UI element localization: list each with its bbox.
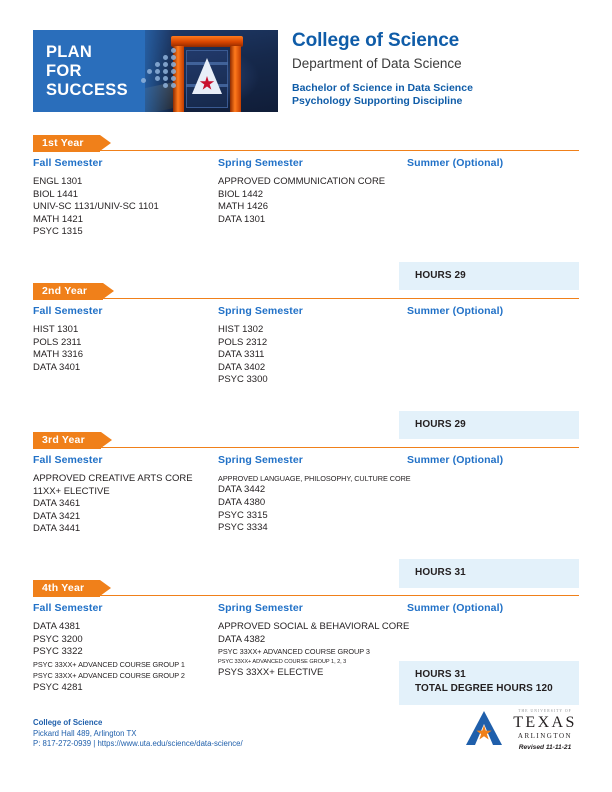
hours-summary-box (399, 411, 579, 439)
semester-column-fall (33, 305, 218, 374)
course-entry: DATA 1301 (218, 213, 266, 225)
hours-summary-box (399, 661, 579, 705)
course-entry: DATA 3401 (33, 361, 81, 373)
year-divider (33, 595, 579, 596)
hours-summary-box (399, 559, 579, 588)
banner-blue-panel (33, 30, 145, 112)
uta-texas-line: TEXAS (513, 714, 577, 731)
year-tab-label: 2nd Year (33, 283, 103, 300)
banner-title-line3: SUCCESS (46, 81, 128, 99)
semester-column-summer (407, 454, 579, 473)
arch-column-right (230, 46, 241, 112)
year-tab-label: 4th Year (33, 580, 100, 597)
semester-heading: Summer (Optional) (407, 157, 504, 169)
semester-column-fall (33, 454, 218, 536)
semester-heading: Summer (Optional) (407, 602, 504, 614)
semester-heading: Spring Semester (218, 305, 303, 317)
semester-heading: Fall Semester (33, 157, 103, 169)
year-divider (33, 298, 579, 299)
uta-logo (466, 708, 579, 758)
course-entry: MATH 1421 (33, 213, 83, 225)
course-entry: DATA 3402 (218, 361, 266, 373)
course-entry: PSYC 33XX+ ADVANCED COURSE GROUP 3 (218, 647, 370, 657)
course-entry: DATA 3461 (33, 498, 81, 510)
course-entry: DATA 3421 (33, 510, 81, 522)
course-entry: PSYC 4281 (33, 681, 83, 693)
course-entry: DATA 3441 (33, 523, 81, 535)
degree-line-1: Bachelor of Science in Data Science (292, 82, 473, 94)
year-divider (33, 447, 579, 448)
semester-column-spring (218, 602, 408, 680)
course-entry: APPROVED SOCIAL & BEHAVIORAL CORE (218, 621, 410, 632)
banner-title-line1: PLAN (46, 43, 93, 61)
course-entry: APPROVED COMMUNICATION CORE (218, 176, 386, 187)
hours-line: TOTAL DEGREE HOURS 120 (415, 683, 553, 694)
course-entry: DATA 4381 (33, 621, 81, 632)
semester-heading: Summer (Optional) (407, 454, 504, 466)
year-divider (33, 150, 579, 151)
uta-wordmark (510, 708, 580, 741)
hours-line: HOURS 31 (415, 567, 466, 578)
course-entry: PSYC 33XX+ ADVANCED COURSE GROUP 2 (33, 671, 185, 681)
course-entry: HIST 1301 (33, 324, 79, 335)
semester-column-spring (218, 305, 408, 387)
footer-phone-and-url[interactable]: P: 817-272-0939 | https://www.uta.edu/science/data-science/ (33, 739, 243, 749)
revised-date: Revised 11-11-21 (518, 744, 572, 751)
course-entry: PSYC 3315 (218, 509, 268, 521)
header-titles (292, 30, 582, 108)
degree-line-2: Psychology Supporting Discipline (292, 95, 463, 107)
course-entry: POLS 2312 (218, 336, 268, 348)
course-entry: DATA 4382 (218, 633, 266, 645)
semester-column-fall (33, 602, 218, 694)
semester-heading: Summer (Optional) (407, 305, 504, 317)
semester-heading: Spring Semester (218, 602, 303, 614)
hours-line: HOURS 29 (415, 419, 466, 430)
semester-column-fall (33, 157, 218, 239)
course-entry: ENGL 1301 (33, 176, 83, 187)
course-entry: APPROVED LANGUAGE, PHILOSOPHY, CULTURE CORE (218, 474, 411, 483)
course-entry: PSYC 3334 (218, 522, 268, 534)
course-entry: MATH 3316 (33, 349, 83, 361)
semester-heading: Spring Semester (218, 157, 303, 169)
course-entry: UNIV-SC 1131/UNIV-SC 1101 (33, 201, 159, 213)
footer-college-name: College of Science (33, 718, 103, 727)
course-entry: MATH 1426 (218, 201, 268, 213)
hours-line: HOURS 31 (415, 669, 466, 680)
semester-column-summer (407, 602, 579, 621)
semester-column-summer (407, 305, 579, 324)
course-entry: DATA 3442 (218, 484, 266, 496)
plan-for-success-banner (33, 30, 278, 112)
banner-title (46, 43, 128, 100)
year-section (33, 133, 579, 238)
uta-a-mark-icon (466, 711, 502, 745)
course-entry: PSYC 1315 (33, 226, 83, 238)
course-entry: HIST 1302 (218, 324, 264, 335)
course-entry: BIOL 1441 (33, 188, 79, 200)
course-entry: PSYC 3300 (218, 374, 268, 386)
course-entry: DATA 4380 (218, 497, 266, 508)
course-entry: DATA 3311 (218, 349, 265, 361)
page-header (33, 30, 579, 118)
course-entry: BIOL 1442 (218, 188, 264, 200)
semester-column-summer (407, 157, 579, 176)
hours-line: HOURS 29 (415, 270, 466, 281)
uta-arlington-line: ARLINGTON (517, 732, 573, 740)
semester-heading: Spring Semester (218, 454, 303, 466)
semester-heading: Fall Semester (33, 454, 103, 466)
uta-university-line: THE UNIVERSITY OF (518, 709, 572, 713)
college-title: College of Science (292, 30, 460, 51)
course-entry: PSYC 3322 (33, 646, 83, 658)
course-entry: PSYC 3200 (33, 633, 83, 645)
department-title: Department of Data Science (292, 56, 462, 71)
course-entry: APPROVED CREATIVE ARTS CORE (33, 473, 193, 484)
hours-summary-box (399, 262, 579, 290)
banner-title-line2: FOR (46, 62, 82, 80)
semester-heading: Fall Semester (33, 305, 103, 317)
semester-column-spring (218, 157, 408, 226)
semester-column-spring (218, 454, 411, 535)
footer-address: Pickard Hall 489, Arlington TX (33, 728, 137, 738)
course-entry: POLS 2311 (33, 336, 82, 348)
course-entry: PSYS 33XX+ ELECTIVE (218, 667, 324, 679)
course-entry: PSYC 33XX+ ADVANCED COURSE GROUP 1, 2, 3 (218, 658, 347, 665)
course-entry: PSYC 33XX+ ADVANCED COURSE GROUP 1 (33, 659, 185, 669)
year-tab-label: 3rd Year (33, 432, 101, 449)
year-tab-label: 1st Year (33, 135, 100, 152)
semester-heading: Fall Semester (33, 602, 103, 614)
dot-pattern-decoration (141, 48, 187, 96)
course-entry: 11XX+ ELECTIVE (33, 485, 110, 497)
